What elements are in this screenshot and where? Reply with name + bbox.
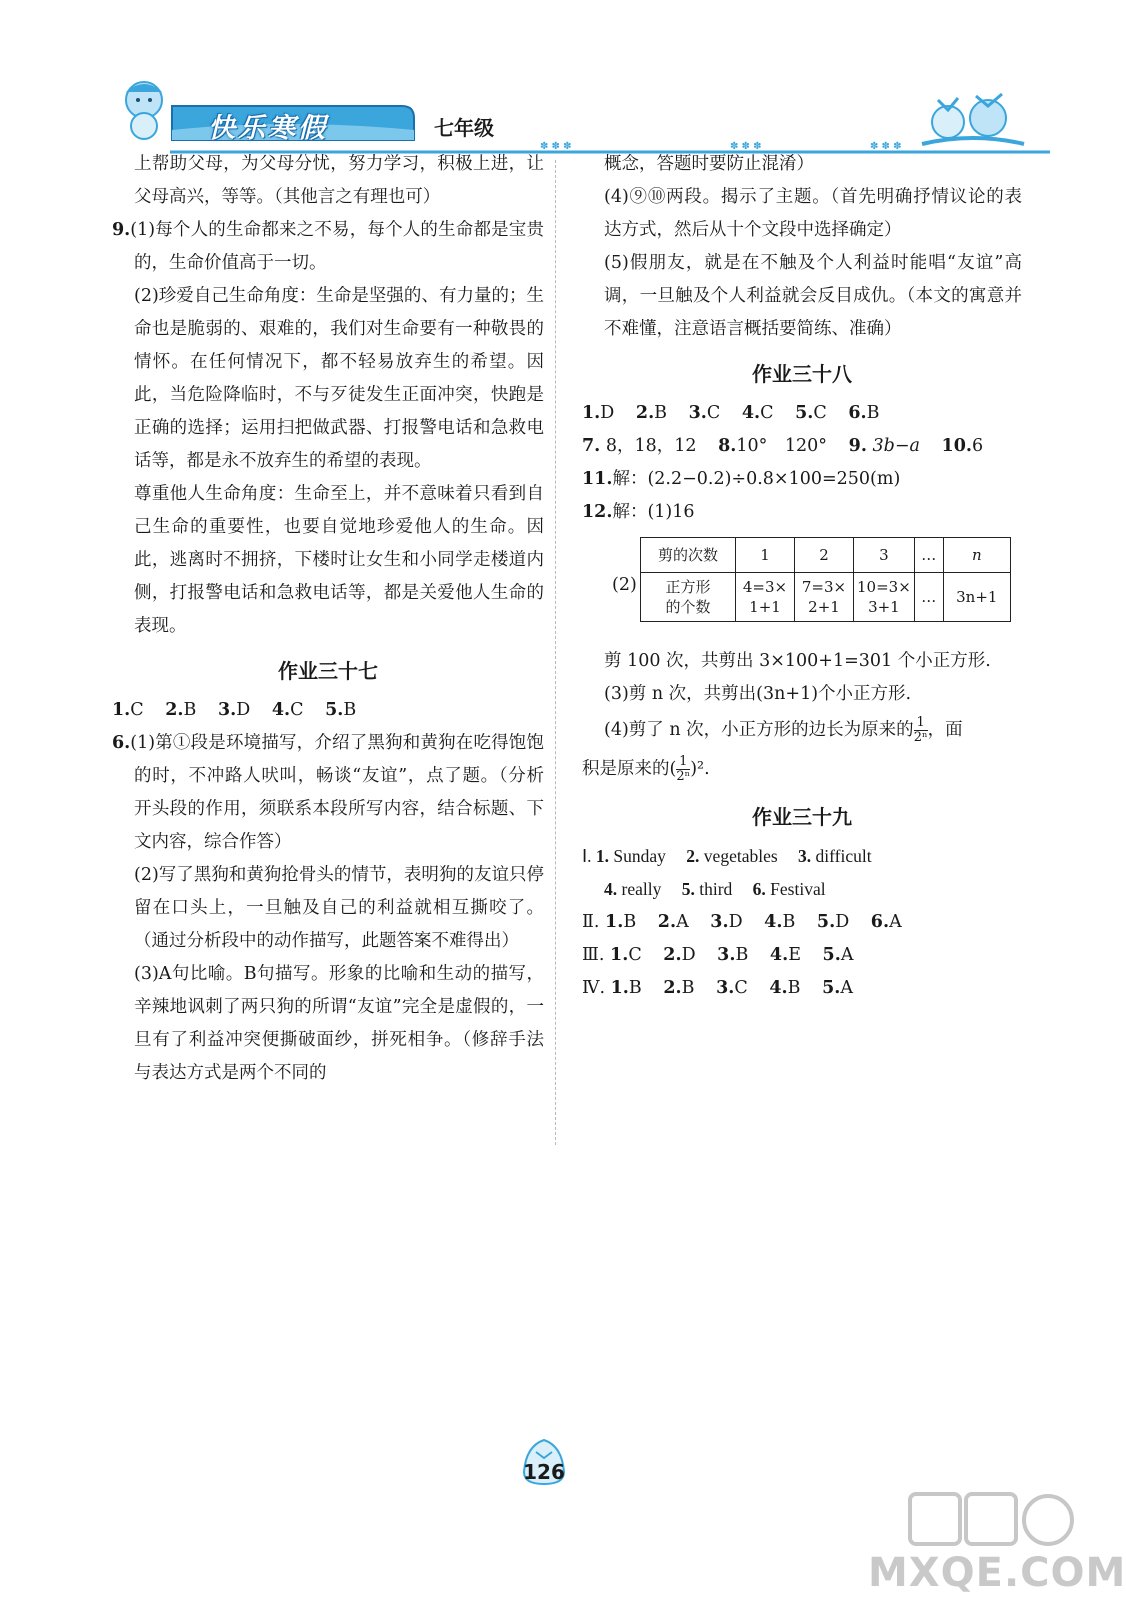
answer-row-39-III: Ⅲ. 1.C 2.D 3.B 4.E 5.A	[582, 945, 854, 965]
answer-site-stamp-icon	[900, 1480, 1080, 1552]
fraction: $\frac{1}{\text{2ⁿ}}$	[676, 754, 691, 784]
question-6-part-2: (2)写了黑狗和黄狗抢骨头的情节，表明狗的友谊只停留在口头上，一旦触及自己的利益就相互撕咬了。（通过分析段中的动作描写，此题答案不难得出）	[134, 865, 544, 951]
answer-item: 3.D	[217, 700, 251, 720]
right-column	[582, 148, 1022, 1005]
question-6-part-3: (3)A句比喻。B句描写。形象的比喻和生动的描写，辛辣地讽刺了两只狗的所谓“友谊”完全是虚假的，一旦有了利益冲突便撕破面纱，拼死相争。（修辞手法与表达方式是两个不同的	[134, 964, 544, 1083]
header-title: 快乐寒假	[208, 113, 328, 144]
question-12-part-3: (3)剪 n 次，共剪出(3n+1)个小正方形.	[604, 684, 912, 704]
answer-continuation: 概念，答题时要防止混淆）	[604, 154, 814, 174]
page-number: 126	[523, 1460, 565, 1484]
answer-row-39-I-a: Ⅰ. 1. Sunday 2. vegetables 3. difficult	[582, 846, 872, 866]
svg-text:✽ ✽ ✽: ✽ ✽ ✽	[540, 141, 572, 152]
question-12-part-4: (4)剪了 n 次，小正方形的边长为原来的 $\frac{1}{\text{2ⁿ}}$ ，面	[604, 715, 963, 745]
question-11: 11.解：(2.2−0.2)÷0.8×100=250(m)	[582, 469, 901, 489]
svg-text:✽ ✽ ✽: ✽ ✽ ✽	[870, 141, 902, 152]
question-9-part-2: (2)珍爱自己生命角度：生命是坚强的、有力量的；生命也是脆弱的、艰难的，我们对生命要有一种敬畏的情怀。在任何情况下，都不轻易放弃生的希望。因此，当危险降临时，不与歹徒发生正面冲突，快跑是正确的选择；运用扫把做武器、打报警电话和急救电话等，都是永不放弃生的希望的表现。	[134, 286, 544, 471]
section-title-39: 作业三十九	[752, 805, 852, 829]
answer-row-39-IV: Ⅳ. 1.B 2.B 3.C 4.B 5.A	[582, 978, 853, 998]
answer-item: 2.B	[165, 700, 197, 720]
answer-row-38-fill: 7. 8，18，12 8.10° 120° 9. 3b−a 10.6	[582, 436, 984, 456]
sprite-characters-icon	[918, 92, 1028, 152]
table-row: 剪的次数 1 2 3 … n	[641, 538, 1011, 573]
question-9-part-3: 尊重他人生命角度：生命至上，并不意味着只看到自己生命的重要性，也要自觉地珍爱他人的生命。因此，逃离时不拥挤，下楼时让女生和小同学走楼道内侧，打报警电话和急救电话等，都是关爱他人生命的表现。	[134, 484, 544, 636]
table-label: (2)	[612, 575, 637, 595]
answer-paragraph: 上帮助父母，为父母分忧，努力学习，积极上进，让父母高兴，等等。（其他言之有理也可）	[134, 154, 544, 207]
answer-item: 1.C	[112, 700, 144, 720]
header-grade: 七年级	[434, 116, 494, 140]
answer-item: 4.C	[271, 700, 304, 720]
answer-row-37-mc	[112, 694, 544, 727]
answer-row-39-II: Ⅱ. 1.B 2.A 3.D 4.B 5.D 6.A	[582, 912, 902, 932]
question-12-count: 剪 100 次，共剪出 3×100+1=301 个小正方形.	[604, 651, 991, 671]
question-12-part-1: 12.解：(1)16	[582, 502, 695, 522]
fraction: $\frac{1}{\text{2ⁿ}}$	[913, 715, 928, 745]
column-divider	[555, 160, 556, 1145]
section-title-37: 作业三十七	[278, 659, 378, 683]
watermark: MXQE.COM	[868, 1550, 1126, 1596]
page-header	[0, 0, 1083, 160]
left-column	[112, 148, 544, 1090]
cut-count-table	[640, 537, 1011, 622]
question-6-part-5: (5)假朋友，就是在不触及个人利益时能唱“友谊”高调，一旦触及个人利益就会反目成仇。（本文的寓意并不难懂，注意语言概括要简练、准确）	[604, 253, 1022, 339]
answer-row-38-mc: 1.D 2.B 3.C 4.C 5.C 6.B	[582, 403, 880, 423]
answer-item: 5.B	[325, 700, 357, 720]
cut-count-table-block	[582, 537, 1022, 637]
question-12-area: 积是原来的( $\frac{1}{\text{2ⁿ}}$ )².	[582, 754, 710, 784]
section-title-38: 作业三十八	[752, 362, 852, 386]
question-6-part-1: 6.(1)第①段是环境描写，介绍了黑狗和黄狗在吃得饱饱的时，不冲路人吠叫，畅谈“友谊”，点了题。（分析开头段的作用，须联系本段所写内容，结合标题、下文内容，综合作答）	[112, 733, 544, 852]
answer-row-39-I-b: 4. really 5. third 6. Festival	[604, 879, 826, 899]
table-row: 正方形 的个数 4=3× 1+1 7=3× 2+1 10=3× 3+1 … 3n+1	[641, 573, 1011, 622]
svg-text:✽ ✽ ✽: ✽ ✽ ✽	[730, 141, 762, 152]
question-9-part-1: 9.(1)每个人的生命都来之不易，每个人的生命都是宝贵的，生命价值高于一切。	[112, 220, 544, 273]
question-6-part-4: (4)⑨⑩两段。揭示了主题。（首先明确抒情议论的表达方式，然后从十个文段中选择确定）	[604, 187, 1022, 240]
